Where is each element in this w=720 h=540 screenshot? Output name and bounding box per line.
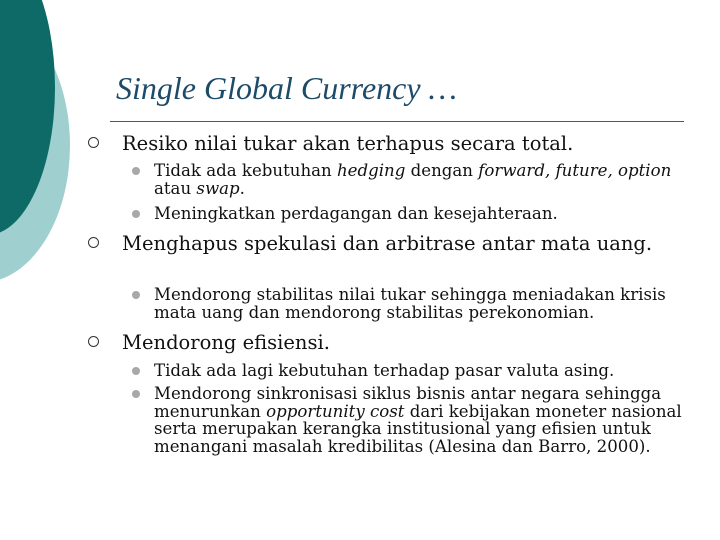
sub-bullet-item [132,385,702,455]
sub-bullet-text: Mendorong stabilitas nilai tukar sehingga meniadakan krisis mata uang dan mendorong stabilitas perekonomian. [154,285,666,322]
bullet-item [88,331,703,355]
filled-bullet-icon [132,291,140,299]
bullet-item [88,232,703,256]
bullet-text: Menghapus spekulasi dan arbitrase antar mata uang. [122,232,653,255]
sub-bullet-text: Mendorong sinkronisasi siklus bisnis antar negara sehingga menurunkan opportunity cost dari kebijakan moneter nasional serta merupakan kerangka institusional yang efisien untuk menangani masalah kredibilitas (Alesina dan Barro, 2000). [154,384,682,456]
hollow-bullet-icon [88,336,99,347]
sub-bullet-item [132,362,702,380]
hollow-bullet-icon [88,137,99,148]
sub-bullet-item [132,162,702,197]
sub-bullet-text: Meningkatkan perdagangan dan kesejahteraan. [154,204,558,223]
sub-bullet-text: Tidak ada lagi kebutuhan terhadap pasar valuta asing. [154,361,615,380]
hollow-bullet-icon [88,237,99,248]
title-underline [110,121,684,122]
filled-bullet-icon [132,390,140,398]
sub-bullet-item [132,205,702,223]
bullet-text: Mendorong efisiensi. [122,331,330,354]
slide-title: Single Global Currency … [116,70,457,106]
bullet-text: Resiko nilai tukar akan terhapus secara total. [122,132,574,155]
filled-bullet-icon [132,210,140,218]
filled-bullet-icon [132,367,140,375]
filled-bullet-icon [132,167,140,175]
sub-bullet-text: Tidak ada kebutuhan hedging dengan forward, future, option atau swap. [154,161,672,198]
bullet-item [88,132,703,156]
sub-bullet-item [132,286,702,321]
